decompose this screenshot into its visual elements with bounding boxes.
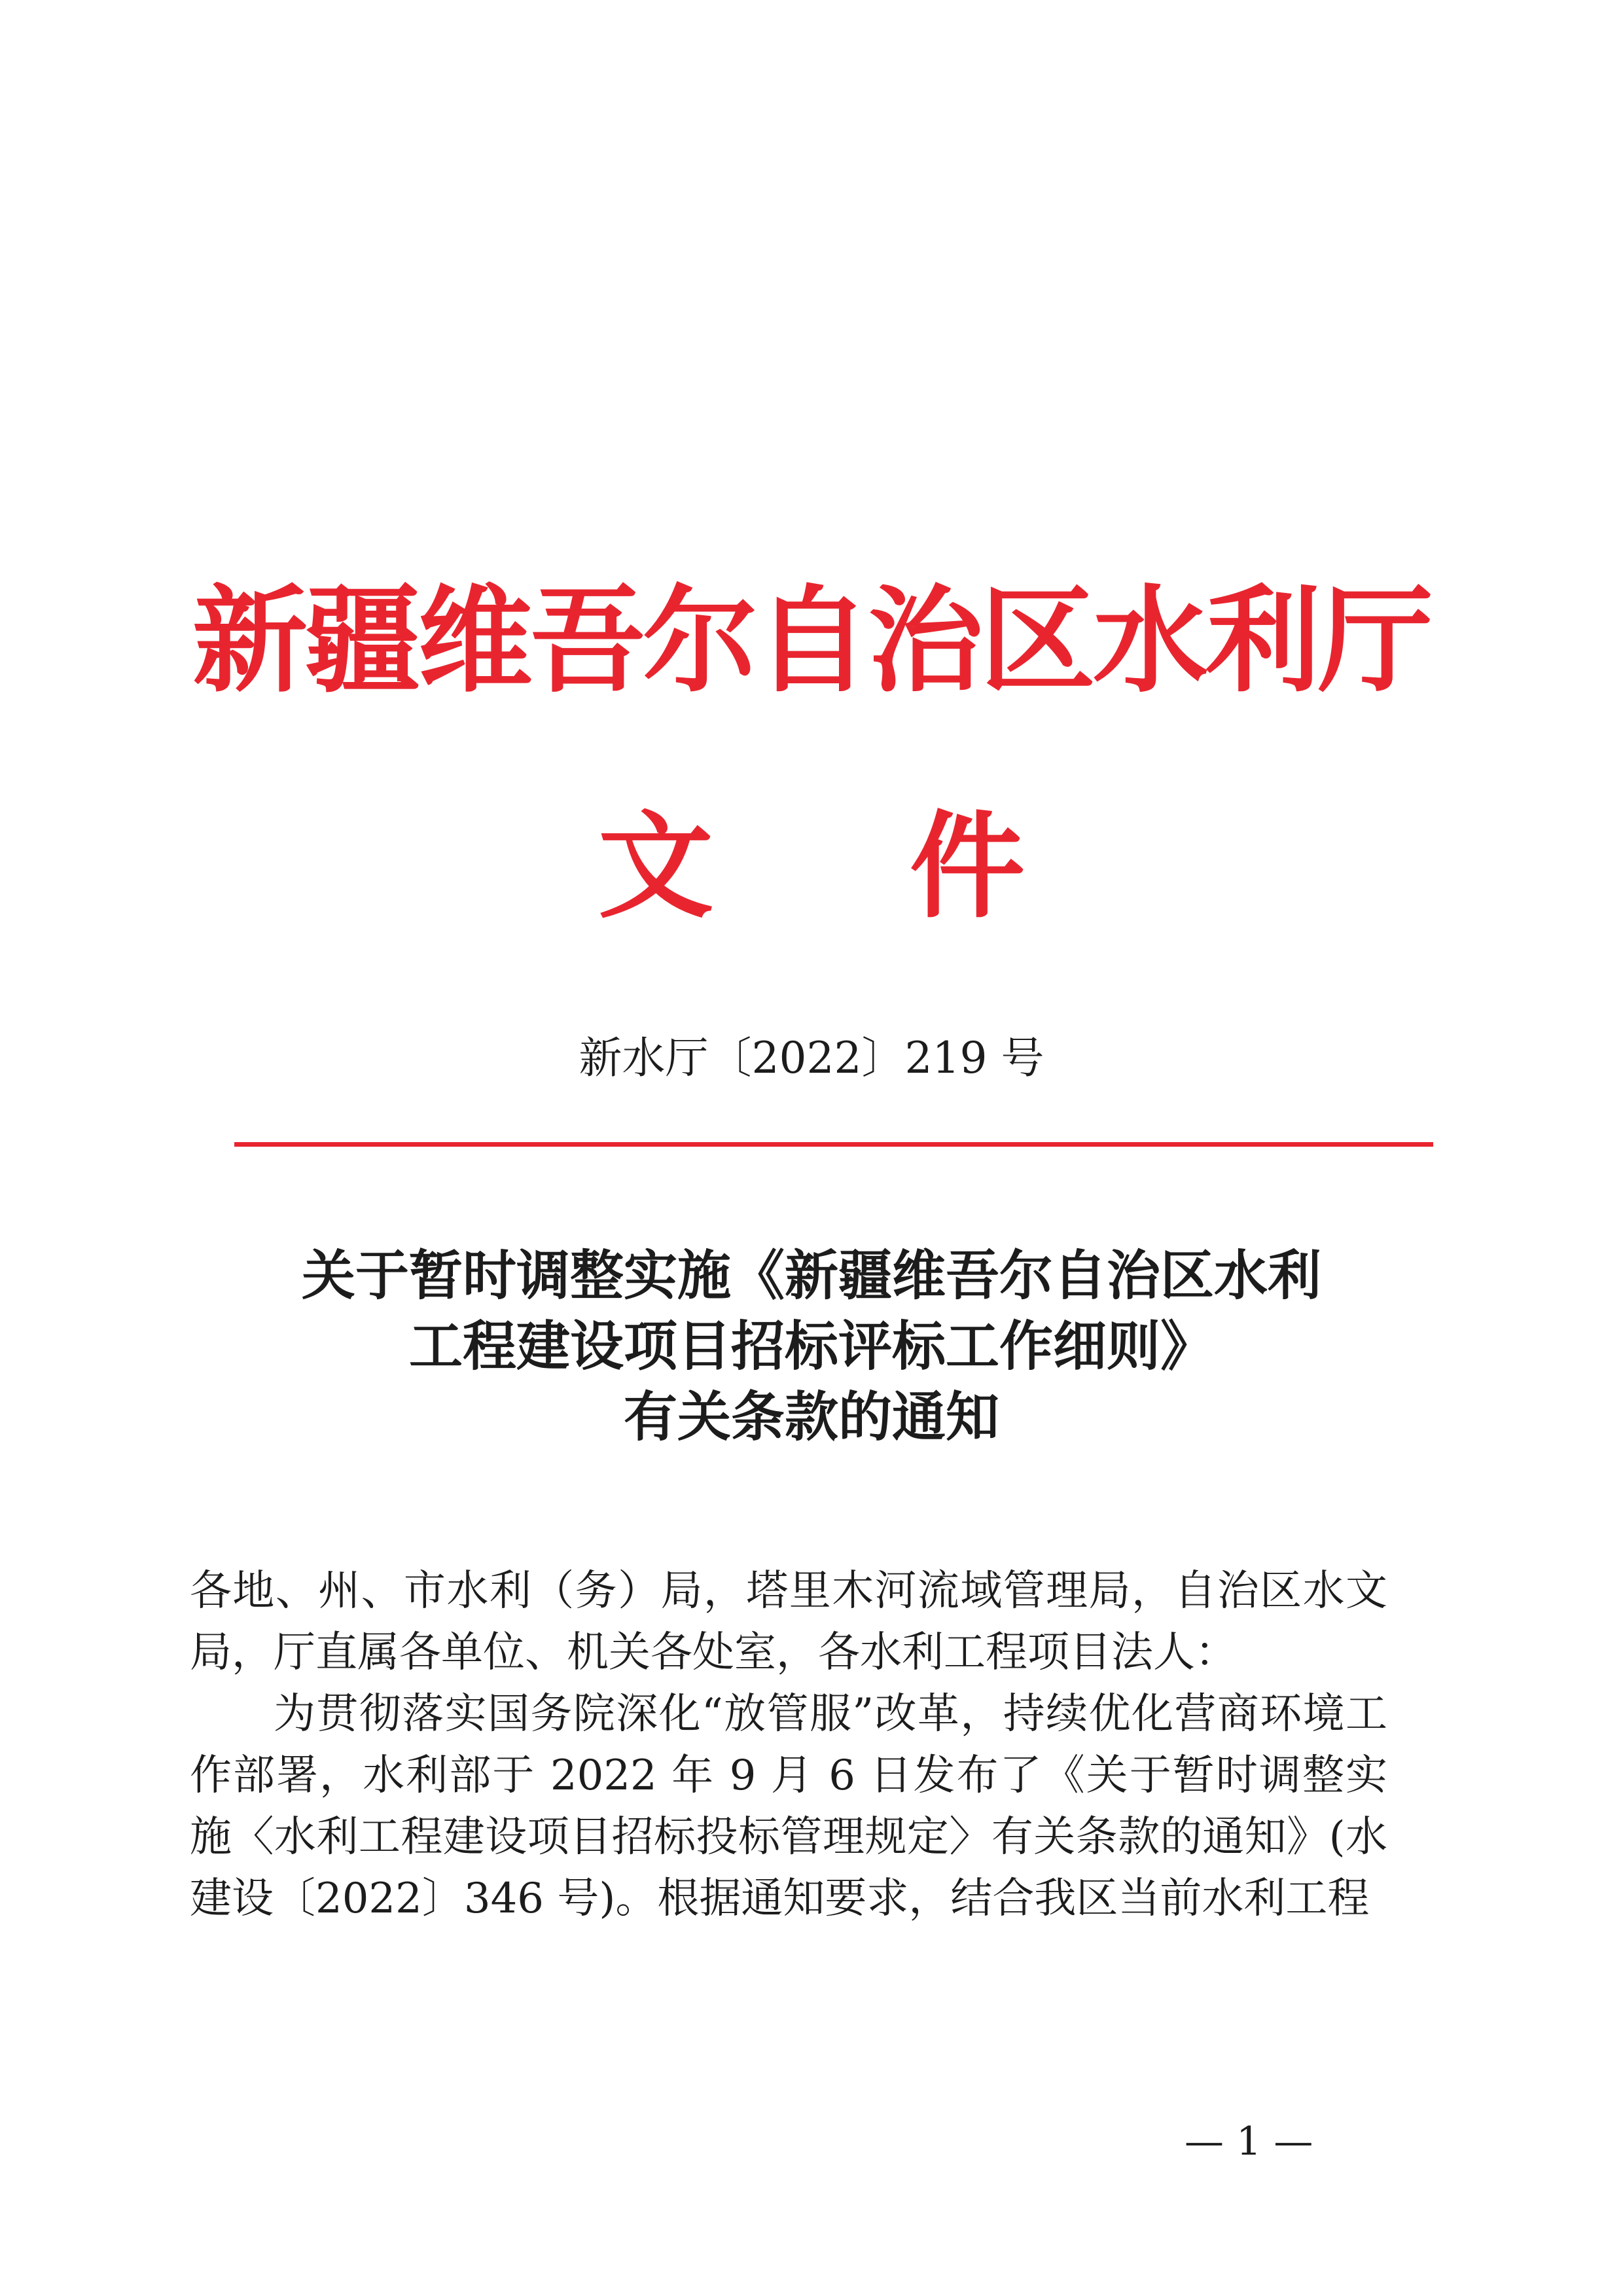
- issuing-organization-title: 新疆维吾尔自治区水利厅: [192, 574, 1431, 708]
- addressee-paragraph: 各地、州、市水利（务）局，塔里木河流域管理局，自治区水文局，厅直属各单位、机关各处室，各水利工程项目法人：: [190, 1567, 1387, 1677]
- subject-line: 关于暂时调整实施《新疆维吾尔自治区水利: [301, 1245, 1321, 1307]
- subject-line: 有关条款的通知: [623, 1386, 999, 1448]
- document-type-heading: [0, 802, 1623, 933]
- document-type-char: 件: [910, 800, 1026, 934]
- document-number: 新水厅〔2022〕219 号: [579, 1033, 1044, 1083]
- document-type-char: 文: [597, 800, 713, 934]
- page-number: — 1 —: [1185, 2119, 1313, 2164]
- body-paragraph: 为贯彻落实国务院深化“放管服”改革，持续优化营商环境工作部署，水利部于 2022 年 9 月 6 日发布了《关于暂时调整实施〈水利工程建设项目招标投标管理规定〉有关条款的通知》(水建设〔2022〕346 号)。根据通知要求，结合我区当前水利工程: [190, 1690, 1387, 1923]
- subject-line: 工程建设项目招标评标工作细则》: [408, 1316, 1214, 1378]
- red-separator-line: [234, 1142, 1433, 1147]
- notice-body: [190, 1560, 1387, 1929]
- notice-subject: [170, 1241, 1453, 1453]
